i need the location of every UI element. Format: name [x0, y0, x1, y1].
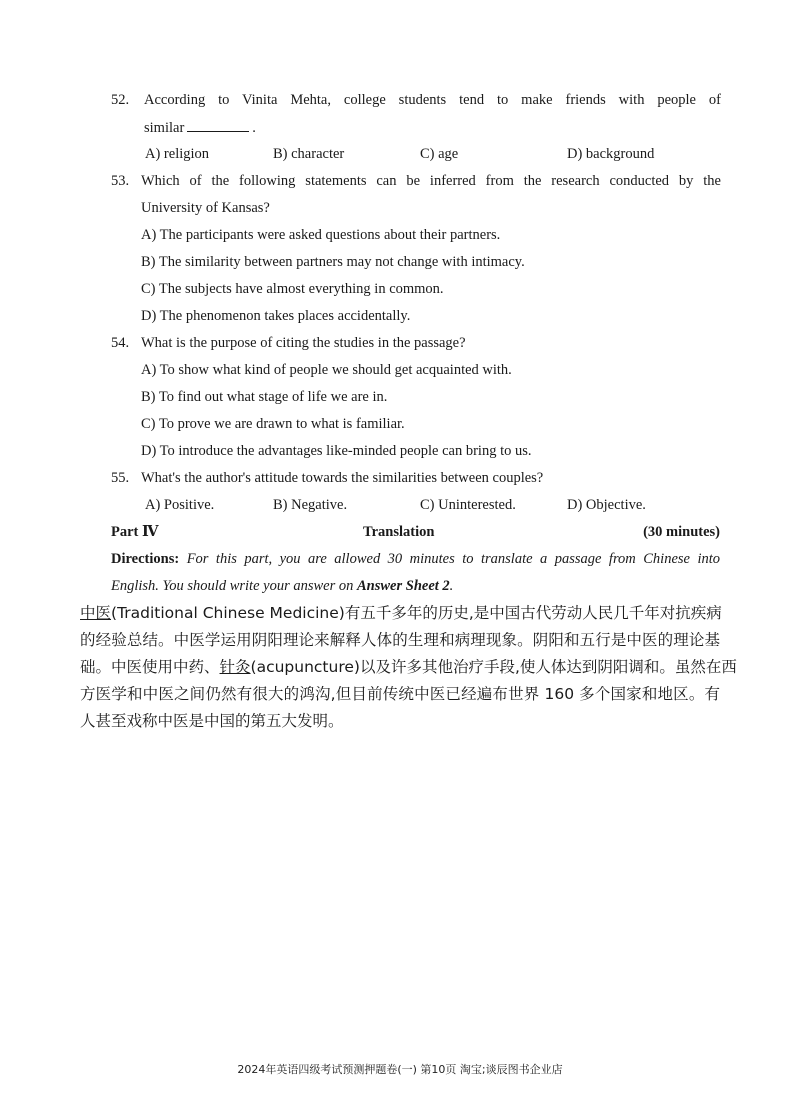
- option-c[interactable]: C) Uninterested.: [420, 497, 516, 513]
- question-52-stem-line2: [144, 118, 256, 137]
- directions-text-1: For this part, you are allowed 30 minutes to translate a passage from Chinese into: [186, 551, 721, 567]
- question-54-option-c[interactable]: C) To prove we are drawn to what is familiar.: [141, 416, 405, 432]
- answer-blank: [187, 118, 249, 132]
- passage-line-1: [80, 603, 720, 623]
- question-54-stem: What is the purpose of citing the studies in the passage?: [141, 335, 466, 351]
- passage-line-4-text: 方医学和中医之间仍然有很大的鸿沟,但目前传统中医已经遍布世界 160 多个国家和地区。有: [80, 685, 720, 703]
- passage-line-2-text: 的经验总结。中医学运用阴阳理论来解释人体的生理和病理现象。阴阳和五行是中医的理论基: [80, 631, 720, 649]
- question-53-option-d[interactable]: D) The phenomenon takes places accidentally.: [141, 308, 411, 324]
- question-52-stem: [144, 91, 721, 109]
- question-52-number: 52.: [111, 92, 130, 108]
- option-d[interactable]: D) Objective.: [567, 497, 646, 513]
- question-55-stem: What's the author's attitude towards the similarities between couples?: [141, 470, 544, 486]
- question-54-option-b[interactable]: B) To find out what stage of life we are in.: [141, 389, 388, 405]
- passage-line-3-b: (acupuncture)以及许多其他治疗手段,使人体达到阴阳调和。虽然在西: [250, 658, 737, 676]
- passage-line-2: [80, 630, 720, 650]
- question-52-stem-word: similar: [144, 120, 185, 136]
- question-53-stem-line2: University of Kansas?: [141, 200, 270, 216]
- passage-line-5: 人甚至戏称中医是中国的第五大发明。: [80, 712, 344, 730]
- question-52-stem-end: .: [252, 120, 256, 136]
- option-a[interactable]: A) Positive.: [145, 497, 215, 513]
- option-b[interactable]: B) Negative.: [273, 497, 348, 513]
- answer-sheet-ref: Answer Sheet 2: [357, 578, 450, 594]
- question-53-option-a[interactable]: A) The participants were asked questions about their partners.: [141, 227, 501, 243]
- directions-text-2-end: .: [449, 578, 454, 594]
- directions-text-2: English. You should write your answer on: [111, 578, 357, 594]
- term-zhongyi: 中医: [80, 604, 112, 622]
- question-53-stem: [141, 172, 721, 190]
- part-time: (30 minutes): [643, 524, 720, 540]
- question-52-stem-line1: According to Vinita Mehta, college students tend to make friends with people of: [144, 92, 721, 108]
- option-b[interactable]: B) character: [273, 146, 345, 162]
- question-53-number: 53.: [111, 173, 130, 189]
- page-footer: 2024年英语四级考试预测押题卷(一) 第10页 淘宝;谈辰图书企业店: [237, 1063, 563, 1076]
- passage-line-3: [80, 657, 737, 677]
- part-title: Translation: [363, 524, 435, 540]
- part-label: Part Ⅳ: [111, 524, 159, 540]
- directions-line2: [111, 577, 453, 595]
- question-54-option-d[interactable]: D) To introduce the advantages like-minded people can bring to us.: [141, 443, 532, 459]
- directions-label: Directions:: [111, 551, 180, 567]
- directions-line1: [111, 550, 720, 568]
- question-55-number: 55.: [111, 470, 130, 486]
- question-53-option-b[interactable]: B) The similarity between partners may not change with intimacy.: [141, 254, 525, 270]
- part-header: [111, 523, 720, 541]
- question-54-number: 54.: [111, 335, 130, 351]
- option-a[interactable]: A) religion: [145, 146, 210, 162]
- passage-line-1-text: (Traditional Chinese Medicine)有五千多年的历史,是中国古代劳动人民几千年对抗疾病: [111, 604, 722, 622]
- passage-line-4: [80, 684, 720, 704]
- term-zhenjiu: 针灸: [219, 658, 251, 676]
- question-54-option-a[interactable]: A) To show what kind of people we should get acquainted with.: [141, 362, 512, 378]
- option-c[interactable]: C) age: [420, 146, 459, 162]
- question-53-stem-line1: Which of the following statements can be inferred from the research conducted by the: [141, 173, 721, 189]
- question-53-option-c[interactable]: C) The subjects have almost everything in common.: [141, 281, 444, 297]
- passage-line-3-a: 础。中医使用中药、: [80, 658, 220, 676]
- option-d[interactable]: D) background: [567, 146, 655, 162]
